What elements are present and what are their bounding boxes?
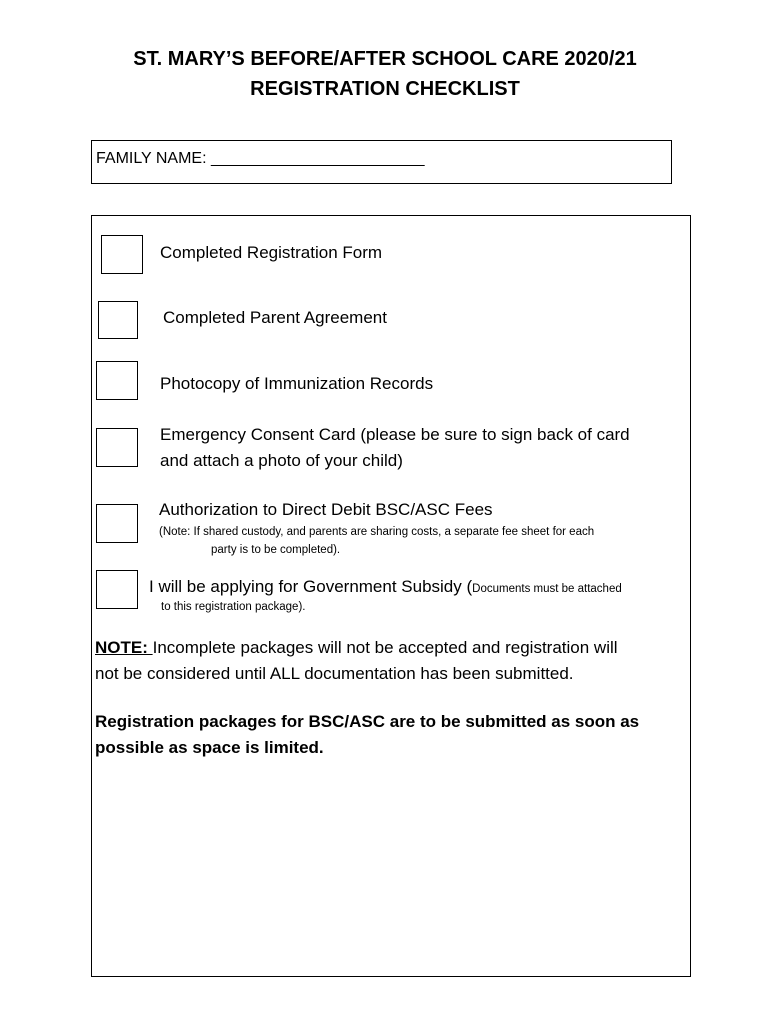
item-direct-debit (159, 497, 594, 559)
title-line-1: ST. MARY’S BEFORE/AFTER SCHOOL CARE 2020/21 (133, 48, 637, 70)
checkbox-government-subsidy[interactable] (96, 570, 138, 609)
item-government-subsidy-label: I will be applying for Government Subsidy ( (149, 577, 473, 596)
item-direct-debit-note-line-2: party is to be completed). (211, 544, 341, 556)
item-government-subsidy (149, 574, 622, 616)
item-emergency-consent-line-2: and attach a photo of your child) (160, 451, 403, 470)
title-line-2: REGISTRATION CHECKLIST (250, 78, 520, 100)
info-line-1: Registration packages for BSC/ASC are to be submitted as soon as (95, 712, 640, 731)
checkbox-registration-form[interactable] (101, 235, 143, 274)
note-line-1: Incomplete packages will not be accepted and registration will (152, 638, 618, 657)
item-emergency-consent (160, 422, 630, 474)
incomplete-note (95, 635, 685, 687)
checkbox-parent-agreement[interactable] (98, 301, 138, 339)
family-name-field[interactable]: FAMILY NAME: ________________________ (96, 150, 425, 167)
checkbox-immunization[interactable] (96, 361, 138, 400)
item-government-subsidy-small: Documents must be attached (472, 583, 622, 595)
item-emergency-consent-line-1: Emergency Consent Card (please be sure to sign back of card (160, 425, 630, 444)
item-registration-form: Completed Registration Form (160, 243, 383, 262)
family-name-box (91, 140, 672, 184)
checkbox-emergency-consent[interactable] (96, 428, 138, 467)
submission-info (95, 709, 685, 761)
item-direct-debit-note-line-1: (Note: If shared custody, and parents are sharing costs, a separate fee sheet for each (159, 526, 595, 538)
note-line-2: not be considered until ALL documentation has been submitted. (95, 664, 574, 683)
item-immunization: Photocopy of Immunization Records (160, 374, 434, 393)
item-parent-agreement: Completed Parent Agreement (163, 308, 387, 327)
note-label: NOTE: (95, 638, 153, 657)
item-government-subsidy-line-2: to this registration package). (161, 601, 306, 613)
checklist-box (91, 215, 691, 977)
checkbox-direct-debit[interactable] (96, 504, 138, 543)
page-title (0, 44, 770, 104)
item-direct-debit-label: Authorization to Direct Debit BSC/ASC Fees (159, 500, 493, 519)
info-line-2: possible as space is limited. (95, 738, 324, 757)
